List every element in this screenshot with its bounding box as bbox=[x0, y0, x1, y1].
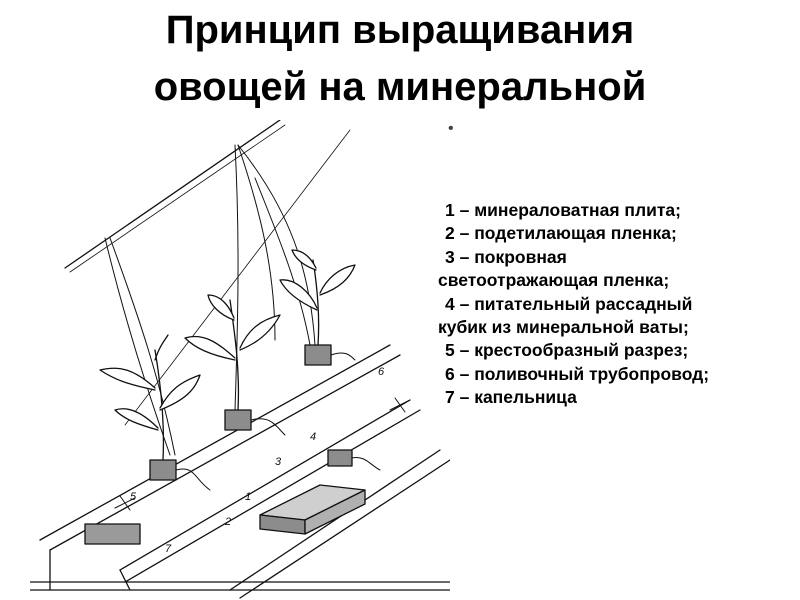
legend-item-7: 7 – капельница bbox=[445, 387, 577, 408]
mineral-wool-slabs bbox=[85, 485, 365, 544]
legend-list bbox=[438, 199, 793, 410]
callout-2: 2 bbox=[225, 516, 232, 528]
callout-5: 5 bbox=[130, 491, 137, 503]
rockwool-cubes bbox=[150, 345, 352, 480]
legend-item-1: 1 – минераловатная плита; bbox=[445, 200, 681, 220]
callout-4: 4 bbox=[310, 431, 317, 443]
callout-6: 6 bbox=[378, 366, 385, 378]
callout-1: 1 bbox=[245, 491, 252, 503]
legend-item-2: 2 – подетилающая пленка; bbox=[445, 223, 677, 244]
legend-item-3-continued: светоотражающая пленка; bbox=[438, 270, 670, 291]
legend-item-6: 6 – поливочный трубопровод; bbox=[445, 363, 710, 384]
bed-rows bbox=[30, 345, 450, 598]
callout-7: 7 bbox=[165, 543, 172, 555]
drip-lines bbox=[176, 353, 380, 490]
trellis-wire bbox=[65, 120, 350, 425]
cross-cuts bbox=[115, 398, 410, 510]
legend-item-4: 4 – питательный рассадный bbox=[445, 293, 693, 314]
legend-item-4-continued: кубик из минеральной ваты; bbox=[438, 317, 689, 338]
title-line-1: Принцип выращивания bbox=[165, 8, 635, 52]
growing-diagram-illustration bbox=[30, 120, 450, 600]
legend-item-5: 5 – крестообразный разрез; bbox=[445, 340, 689, 361]
legend-item-3: 3 – покровная bbox=[445, 246, 567, 267]
title-line-2: овощей на минеральной bbox=[153, 65, 647, 109]
slide-title bbox=[0, 2, 800, 116]
stray-mark: • bbox=[448, 120, 454, 137]
callout-3: 3 bbox=[275, 456, 282, 468]
